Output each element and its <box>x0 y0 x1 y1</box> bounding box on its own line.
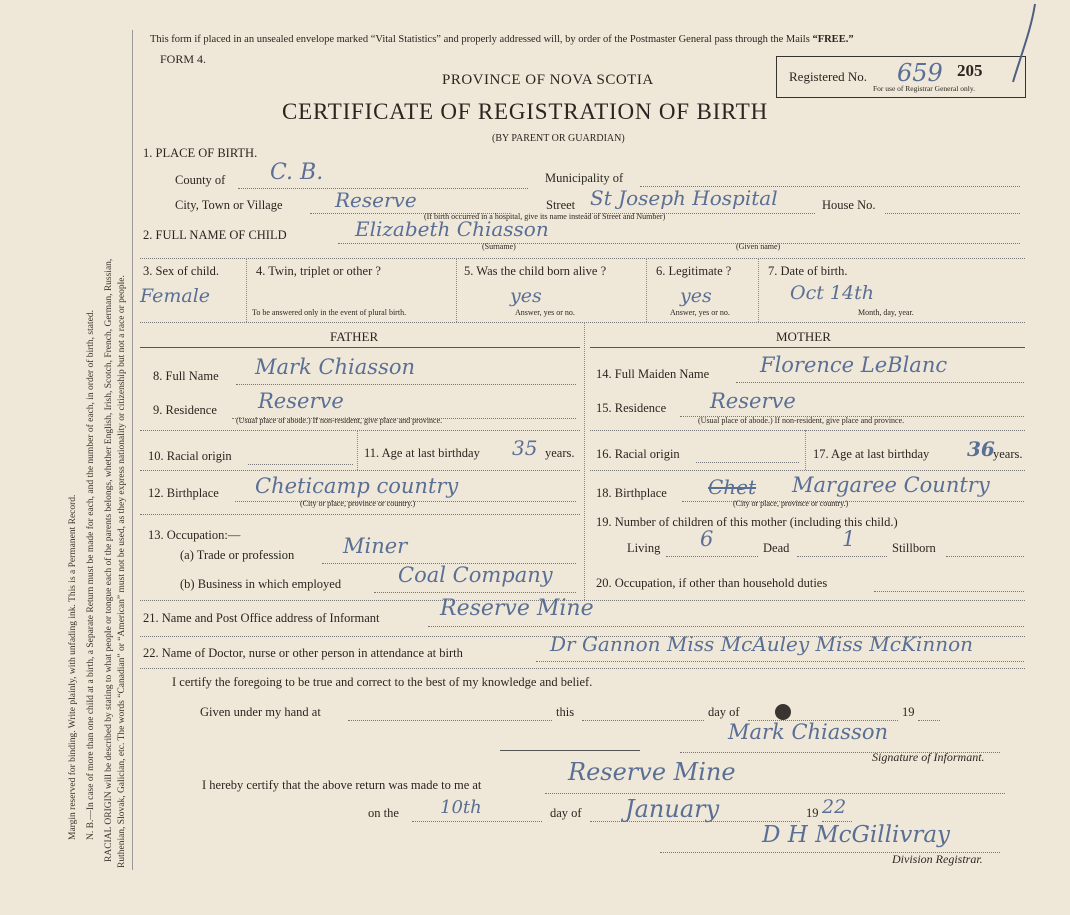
alive-value: yes <box>510 285 542 307</box>
mail-notice-text: This form if placed in an unsealed envelope marked “Vital Statistics” and properly addressed will, by order of the Postmaster General pass through the Mails <box>150 34 810 45</box>
father-business-label: (b) Business in which employed <box>180 577 342 591</box>
place-section-label: 1. PLACE OF BIRTH. <box>143 146 258 160</box>
check-mark-stroke <box>1005 0 1045 90</box>
margin-line-3: RACIAL ORIGIN will be described by stating to what people or tongue each of the parents belongs, whether English, Irish, Scotch, French, German, Russian, <box>104 258 114 862</box>
registrar-day-of-label: day of <box>550 806 582 820</box>
father-residence-note: (Usual place of abode.) If non-resident, give place and province. <box>236 416 443 425</box>
row-divider-5 <box>140 668 1025 669</box>
twin-label: 4. Twin, triplet or other ? <box>256 264 381 278</box>
child-name-value: Elizabeth Chiasson <box>355 217 549 241</box>
street-label: Street <box>546 198 576 212</box>
province-heading: PROVINCE OF NOVA SCOTIA <box>442 72 654 88</box>
col-divider-c <box>646 258 647 322</box>
house-line <box>885 213 1020 214</box>
dead-value: 1 <box>842 527 856 551</box>
father-business-value: Coal Company <box>398 563 553 587</box>
given-name-note: (Given name) <box>736 242 781 251</box>
mail-notice-free: “FREE.” <box>812 34 854 45</box>
father-trade-value: Miner <box>343 534 408 558</box>
county-label: County of <box>175 173 226 187</box>
dob-note: Month, day, year. <box>858 308 914 317</box>
father-mother-divider <box>584 322 585 600</box>
living-label: Living <box>627 541 661 555</box>
father-business-line <box>374 592 576 593</box>
registrar-month-value: January <box>625 795 720 823</box>
house-label: House No. <box>822 198 876 212</box>
row-divider-1 <box>140 258 1025 259</box>
alive-label: 5. Was the child born alive ? <box>464 264 607 278</box>
mother-racial-label: 16. Racial origin <box>596 447 680 461</box>
mother-years-label: years. <box>993 447 1023 461</box>
father-name-label: 8. Full Name <box>153 369 219 383</box>
registered-stamp: 205 <box>957 61 983 80</box>
page-subtitle: (BY PARENT OR GUARDIAN) <box>492 133 625 144</box>
informant-signature-label: Signature of Informant. <box>872 750 985 764</box>
mother-age-value: 36 <box>967 437 995 461</box>
certify-statement: I certify the foregoing to be true and correct to the best of my knowledge and belief. <box>172 675 593 689</box>
legitimate-note: Answer, yes or no. <box>670 308 730 317</box>
living-line <box>666 556 758 557</box>
attendant-line <box>536 661 1024 662</box>
mother-residence-label: 15. Residence <box>596 401 667 415</box>
attendant-label: 22. Name of Doctor, nurse or other person in attendance at birth <box>143 646 463 660</box>
father-birthplace-note: (City or place, province or country.) <box>300 499 416 508</box>
registrar-signature: D H McGillivray <box>762 822 951 848</box>
given-under-line <box>348 720 552 721</box>
mother-birthplace-note: (City or place, province or country.) <box>733 499 849 508</box>
col-divider-a <box>246 258 247 322</box>
cert-day-of-label: day of <box>708 705 740 719</box>
form-number: FORM 4. <box>160 52 207 66</box>
row-divider-2 <box>140 322 1025 323</box>
father-racial-line <box>248 464 353 465</box>
father-name-value: Mark Chiasson <box>255 355 416 379</box>
registrar-year-prefix: 19 <box>806 806 819 820</box>
informant-value: Reserve Mine <box>440 596 594 621</box>
father-name-line <box>236 384 576 385</box>
on-the-label: on the <box>368 806 399 820</box>
division-registrar-label: Division Registrar. <box>892 852 983 866</box>
city-label: City, Town or Village <box>175 198 283 212</box>
binding-margin-rule <box>132 30 133 870</box>
registrar-statement: I hereby certify that the above return was made to me at <box>202 778 482 792</box>
father-residence-value: Reserve <box>258 389 344 413</box>
mother-residence-note: (Usual place of abode.) If non-resident, give place and province. <box>698 416 905 425</box>
father-age-value: 35 <box>512 436 538 460</box>
father-birthplace-value: Cheticamp country <box>255 474 459 498</box>
surname-note: (Surname) <box>482 242 516 251</box>
twin-note: To be answered only in the event of plural birth. <box>252 308 407 317</box>
col-divider-d <box>758 258 759 322</box>
living-value: 6 <box>700 527 714 551</box>
dead-label: Dead <box>763 541 790 555</box>
father-residence-label: 9. Residence <box>153 403 217 417</box>
child-name-label: 2. FULL NAME OF CHILD <box>143 228 287 242</box>
margin-line-4: Ruthenian, Slovak, Galician, etc. The words “Canadian” or “American” must not be used, as they express nationality or citizenship but not a race or people. <box>117 275 127 868</box>
mother-name-value: Florence LeBlanc <box>760 353 948 377</box>
municipality-label: Municipality of <box>545 171 624 185</box>
mother-name-line <box>736 382 1024 383</box>
dob-value: Oct 14th <box>790 282 874 304</box>
registered-label: Registered No. <box>789 69 867 84</box>
dob-label: 7. Date of birth. <box>768 264 848 278</box>
margin-line-1: Margin reserved for binding. Write plainly, with unfading ink. This is a Permanent Record. <box>68 494 78 840</box>
registered-handwritten: 659 <box>897 59 943 87</box>
registrar-day-value: 10th <box>440 797 482 818</box>
father-racial-label: 10. Racial origin <box>148 449 232 463</box>
father-heading: FATHER <box>330 329 379 344</box>
informant-line <box>428 626 1024 627</box>
father-birthplace-label: 12. Birthplace <box>148 486 219 500</box>
child-name-line <box>338 243 1020 244</box>
mother-heading: MOTHER <box>776 329 831 344</box>
father-occupation-label: 13. Occupation:— <box>148 528 241 542</box>
mother-racial-line <box>696 462 799 463</box>
street-value: St Joseph Hospital <box>590 186 778 210</box>
mother-age-label: 17. Age at last birthday <box>813 447 930 461</box>
father-age-label: 11. Age at last birthday <box>364 446 480 460</box>
father-divider-3 <box>140 514 580 515</box>
registrar-place-line <box>545 793 1005 794</box>
page-title: CERTIFICATE OF REGISTRATION OF BIRTH <box>282 99 769 124</box>
father-trade-label: (a) Trade or profession <box>180 548 295 562</box>
legitimate-value: yes <box>680 285 712 307</box>
mother-heading-rule <box>590 347 1025 348</box>
registered-box <box>776 56 1026 98</box>
given-under-label: Given under my hand at <box>200 705 321 719</box>
mother-racial-divider <box>805 430 806 470</box>
father-years-label: years. <box>545 446 575 460</box>
county-value: C. B. <box>270 160 324 185</box>
mother-residence-value: Reserve <box>710 389 796 413</box>
mother-divider-2 <box>590 470 1025 471</box>
city-value: Reserve <box>335 188 417 212</box>
mother-occupation-line <box>874 591 1024 592</box>
informant-label: 21. Name and Post Office address of Informant <box>143 611 380 625</box>
attendant-value: Dr Gannon Miss McAuley Miss McKinnon <box>550 632 974 656</box>
dead-line <box>797 556 887 557</box>
mother-birthplace-struck: Chet <box>708 475 757 499</box>
registrar-note: For use of Registrar General only. <box>873 84 975 93</box>
on-the-line <box>412 821 542 822</box>
mother-birthplace-label: 18. Birthplace <box>596 486 667 500</box>
col-divider-b <box>456 258 457 322</box>
stillborn-label: Stillborn <box>892 541 936 555</box>
mail-notice <box>150 34 854 45</box>
mother-divider-1 <box>590 430 1025 431</box>
father-racial-divider <box>357 430 358 470</box>
registrar-place-value: Reserve Mine <box>568 758 736 786</box>
mother-birthplace-value: Margaree Country <box>792 473 990 497</box>
cert-year-line <box>918 720 940 721</box>
mother-name-label: 14. Full Maiden Name <box>596 367 710 381</box>
registrar-year-value: 22 <box>822 796 847 818</box>
informant-signature: Mark Chiasson <box>728 720 889 744</box>
stillborn-line <box>946 556 1024 557</box>
father-divider-1 <box>140 430 580 431</box>
this-line <box>582 720 704 721</box>
margin-line-2: N. B.—In case of more than one child at a birth, a Separate Return must be made for each, and the number of each, in order of birth, stated. <box>86 310 96 840</box>
mother-children-label: 19. Number of children of this mother (including this child.) <box>596 515 898 529</box>
mother-occupation-label: 20. Occupation, if other than household duties <box>596 576 828 590</box>
hospital-note: (If birth occurred in a hospital, give its name instead of Street and Number) <box>424 212 666 221</box>
sex-label: 3. Sex of child. <box>143 264 220 278</box>
alive-note: Answer, yes or no. <box>515 308 575 317</box>
this-label: this <box>556 705 575 719</box>
father-divider-2 <box>140 470 580 471</box>
legitimate-label: 6. Legitimate ? <box>656 264 732 278</box>
punch-hole <box>775 704 791 720</box>
father-heading-rule <box>140 347 580 348</box>
sex-value: Female <box>140 285 211 307</box>
cert-year-prefix: 19 <box>902 705 915 719</box>
blank-signature-rule <box>500 750 640 751</box>
